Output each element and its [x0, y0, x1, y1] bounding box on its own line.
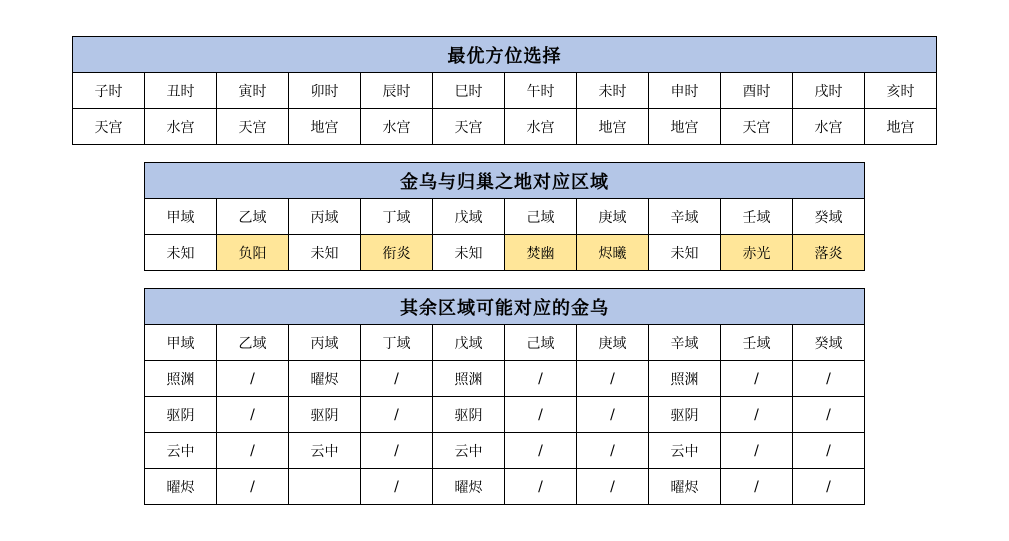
table-row — [145, 235, 865, 271]
table-cell: / — [217, 433, 289, 469]
crow-cell-highlighted: 负阳 — [217, 235, 289, 271]
table-cell: 云中 — [289, 433, 361, 469]
table-row — [145, 397, 865, 433]
region-cell: 壬域 — [721, 199, 793, 235]
table-row — [145, 469, 865, 505]
region-cell: 丙域 — [289, 199, 361, 235]
table-cell: / — [793, 397, 865, 433]
table-cell: 曜烬 — [145, 469, 217, 505]
table-cell: 曜烬 — [433, 469, 505, 505]
palace-cell: 天宫 — [433, 109, 505, 145]
best-direction-title: 最优方位选择 — [73, 37, 937, 73]
region-cell: 戊域 — [433, 325, 505, 361]
region-cell: 甲域 — [145, 325, 217, 361]
hour-cell: 酉时 — [721, 73, 793, 109]
crow-cell: 未知 — [649, 235, 721, 271]
region-cell: 庚域 — [577, 325, 649, 361]
region-cell: 癸域 — [793, 199, 865, 235]
table-cell: / — [505, 433, 577, 469]
region-cell: 癸域 — [793, 325, 865, 361]
hour-cell: 申时 — [649, 73, 721, 109]
hour-cell: 子时 — [73, 73, 145, 109]
palace-cell: 天宫 — [217, 109, 289, 145]
table-cell: / — [505, 397, 577, 433]
table-cell: / — [577, 433, 649, 469]
hour-cell: 辰时 — [361, 73, 433, 109]
palace-cell: 地宫 — [577, 109, 649, 145]
table-row — [73, 109, 937, 145]
table-cell: / — [721, 469, 793, 505]
hour-cell: 戌时 — [793, 73, 865, 109]
table-header-row — [145, 325, 865, 361]
crow-cell-highlighted: 落炎 — [793, 235, 865, 271]
table-cell: / — [361, 397, 433, 433]
crow-cell: 未知 — [433, 235, 505, 271]
palace-cell: 水宫 — [505, 109, 577, 145]
table-row — [145, 361, 865, 397]
table-row — [73, 73, 937, 109]
palace-cell: 地宫 — [649, 109, 721, 145]
palace-cell: 水宫 — [793, 109, 865, 145]
table-cell: / — [577, 361, 649, 397]
region-cell: 丙域 — [289, 325, 361, 361]
region-cell: 壬域 — [721, 325, 793, 361]
hour-cell: 寅时 — [217, 73, 289, 109]
table-cell: 曜烬 — [289, 361, 361, 397]
palace-cell: 水宫 — [145, 109, 217, 145]
table-cell: 驱阴 — [649, 397, 721, 433]
region-cell: 庚域 — [577, 199, 649, 235]
region-cell: 辛域 — [649, 199, 721, 235]
region-cell: 辛域 — [649, 325, 721, 361]
region-cell: 丁域 — [361, 325, 433, 361]
table-cell: 照渊 — [145, 361, 217, 397]
table-cell: / — [793, 433, 865, 469]
table-cell: / — [217, 361, 289, 397]
region-cell: 己域 — [505, 325, 577, 361]
table-cell: / — [505, 361, 577, 397]
region-cell: 甲域 — [145, 199, 217, 235]
crow-cell: 未知 — [145, 235, 217, 271]
table-cell: / — [217, 469, 289, 505]
hour-cell: 巳时 — [433, 73, 505, 109]
table-cell — [289, 469, 361, 505]
table-cell: 云中 — [145, 433, 217, 469]
table-cell: / — [721, 433, 793, 469]
table-row — [145, 433, 865, 469]
table-cell: 驱阴 — [145, 397, 217, 433]
palace-cell: 天宫 — [73, 109, 145, 145]
region-cell: 乙域 — [217, 199, 289, 235]
table-cell: 照渊 — [649, 361, 721, 397]
hour-cell: 丑时 — [145, 73, 217, 109]
other-regions-title: 其余区域可能对应的金乌 — [145, 289, 865, 325]
region-cell: 丁域 — [361, 199, 433, 235]
palace-cell: 地宫 — [289, 109, 361, 145]
region-cell: 戊域 — [433, 199, 505, 235]
table-cell: 曜烬 — [649, 469, 721, 505]
table-row — [145, 199, 865, 235]
table-cell: / — [361, 361, 433, 397]
table-cell: 驱阴 — [289, 397, 361, 433]
table-cell: / — [505, 469, 577, 505]
golden-crow-region-title: 金乌与归巢之地对应区域 — [145, 163, 865, 199]
hour-cell: 午时 — [505, 73, 577, 109]
region-cell: 己域 — [505, 199, 577, 235]
table-cell: 云中 — [433, 433, 505, 469]
table-cell: / — [721, 361, 793, 397]
table-cell: 驱阴 — [433, 397, 505, 433]
table-cell: 云中 — [649, 433, 721, 469]
region-cell: 乙域 — [217, 325, 289, 361]
golden-crow-region-table — [144, 162, 865, 271]
table-cell: / — [577, 397, 649, 433]
palace-cell: 水宫 — [361, 109, 433, 145]
table-cell: / — [577, 469, 649, 505]
palace-cell: 地宫 — [865, 109, 937, 145]
other-regions-table — [144, 288, 865, 505]
hour-cell: 亥时 — [865, 73, 937, 109]
crow-cell-highlighted: 焚幽 — [505, 235, 577, 271]
table-cell: / — [217, 397, 289, 433]
crow-cell-highlighted: 衔炎 — [361, 235, 433, 271]
hour-cell: 未时 — [577, 73, 649, 109]
table-cell: / — [361, 469, 433, 505]
table-cell: / — [793, 469, 865, 505]
hour-cell: 卯时 — [289, 73, 361, 109]
table-cell: / — [721, 397, 793, 433]
best-direction-table — [72, 36, 937, 145]
crow-cell: 未知 — [289, 235, 361, 271]
table-cell: 照渊 — [433, 361, 505, 397]
table-cell: / — [361, 433, 433, 469]
palace-cell: 天宫 — [721, 109, 793, 145]
crow-cell-highlighted: 烬曦 — [577, 235, 649, 271]
table-cell: / — [793, 361, 865, 397]
crow-cell-highlighted: 赤光 — [721, 235, 793, 271]
